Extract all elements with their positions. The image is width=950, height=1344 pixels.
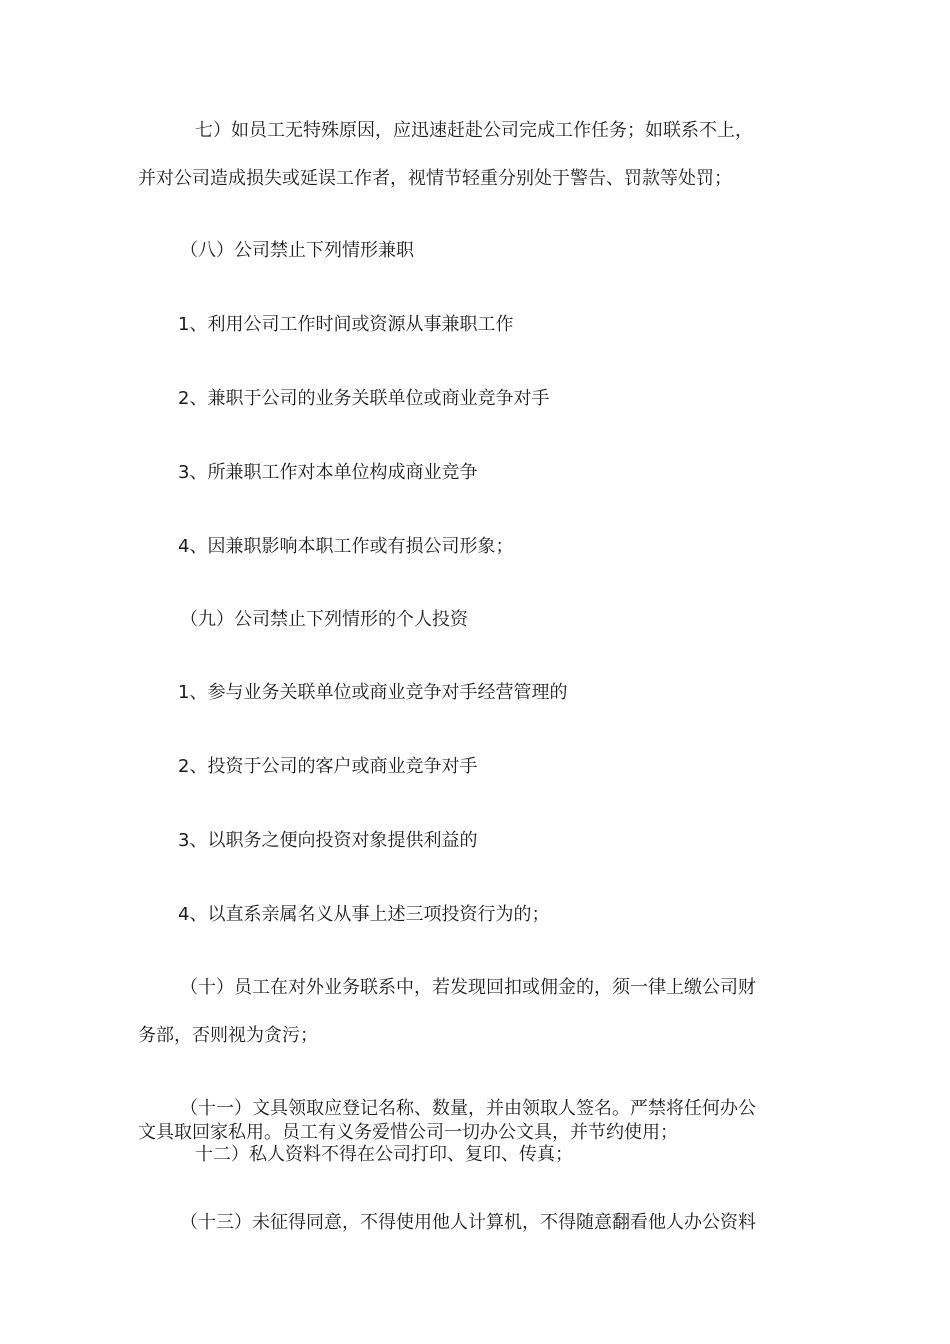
section-9-item-1: 1、参与业务关联单位或商业竞争对手经营管理的 <box>178 682 568 703</box>
section-8-item-2: 2、兼职于公司的业务关联单位或商业竞争对手 <box>178 388 550 409</box>
section-8-item-4: 4、因兼职影响本职工作或有损公司形象； <box>178 536 514 557</box>
section-9-heading: （九）公司禁止下列情形的个人投资 <box>180 609 468 630</box>
section-10-line-1: （十）员工在对外业务联系中，若发现回扣或佣金的，须一律上缴公司财 <box>180 977 756 998</box>
section-12-line: 十二）私人资料不得在公司打印、复印、传真； <box>195 1144 573 1165</box>
section-11-line-2: 文具取回家私用。员工有义务爱惜公司一切办公文具，并节约使用； <box>138 1122 678 1143</box>
section-13-line-1: （十三）未征得同意，不得使用他人计算机，不得随意翻看他人办公资料 <box>180 1212 756 1233</box>
section-9-item-2: 2、投资于公司的客户或商业竞争对手 <box>178 756 478 777</box>
section-8-item-3: 3、所兼职工作对本单位构成商业竞争 <box>178 462 478 483</box>
section-9-item-4: 4、以直系亲属名义从事上述三项投资行为的； <box>178 904 550 925</box>
section-8-item-1: 1、利用公司工作时间或资源从事兼职工作 <box>178 314 514 335</box>
section-9-item-3: 3、以职务之便向投资对象提供利益的 <box>178 830 478 851</box>
paragraph-7-line-1: 七）如员工无特殊原因，应迅速赶赴公司完成工作任务；如联系不上， <box>195 120 753 141</box>
section-8-heading: （八）公司禁止下列情形兼职 <box>180 240 414 261</box>
section-10-line-2: 务部，否则视为贪污； <box>138 1025 318 1046</box>
paragraph-7-line-2: 并对公司造成损失或延误工作者，视情节轻重分别处于警告、罚款等处罚； <box>138 168 732 189</box>
section-11-line-1: （十一）文具领取应登记名称、数量，并由领取人签名。严禁将任何办公 <box>180 1098 756 1119</box>
